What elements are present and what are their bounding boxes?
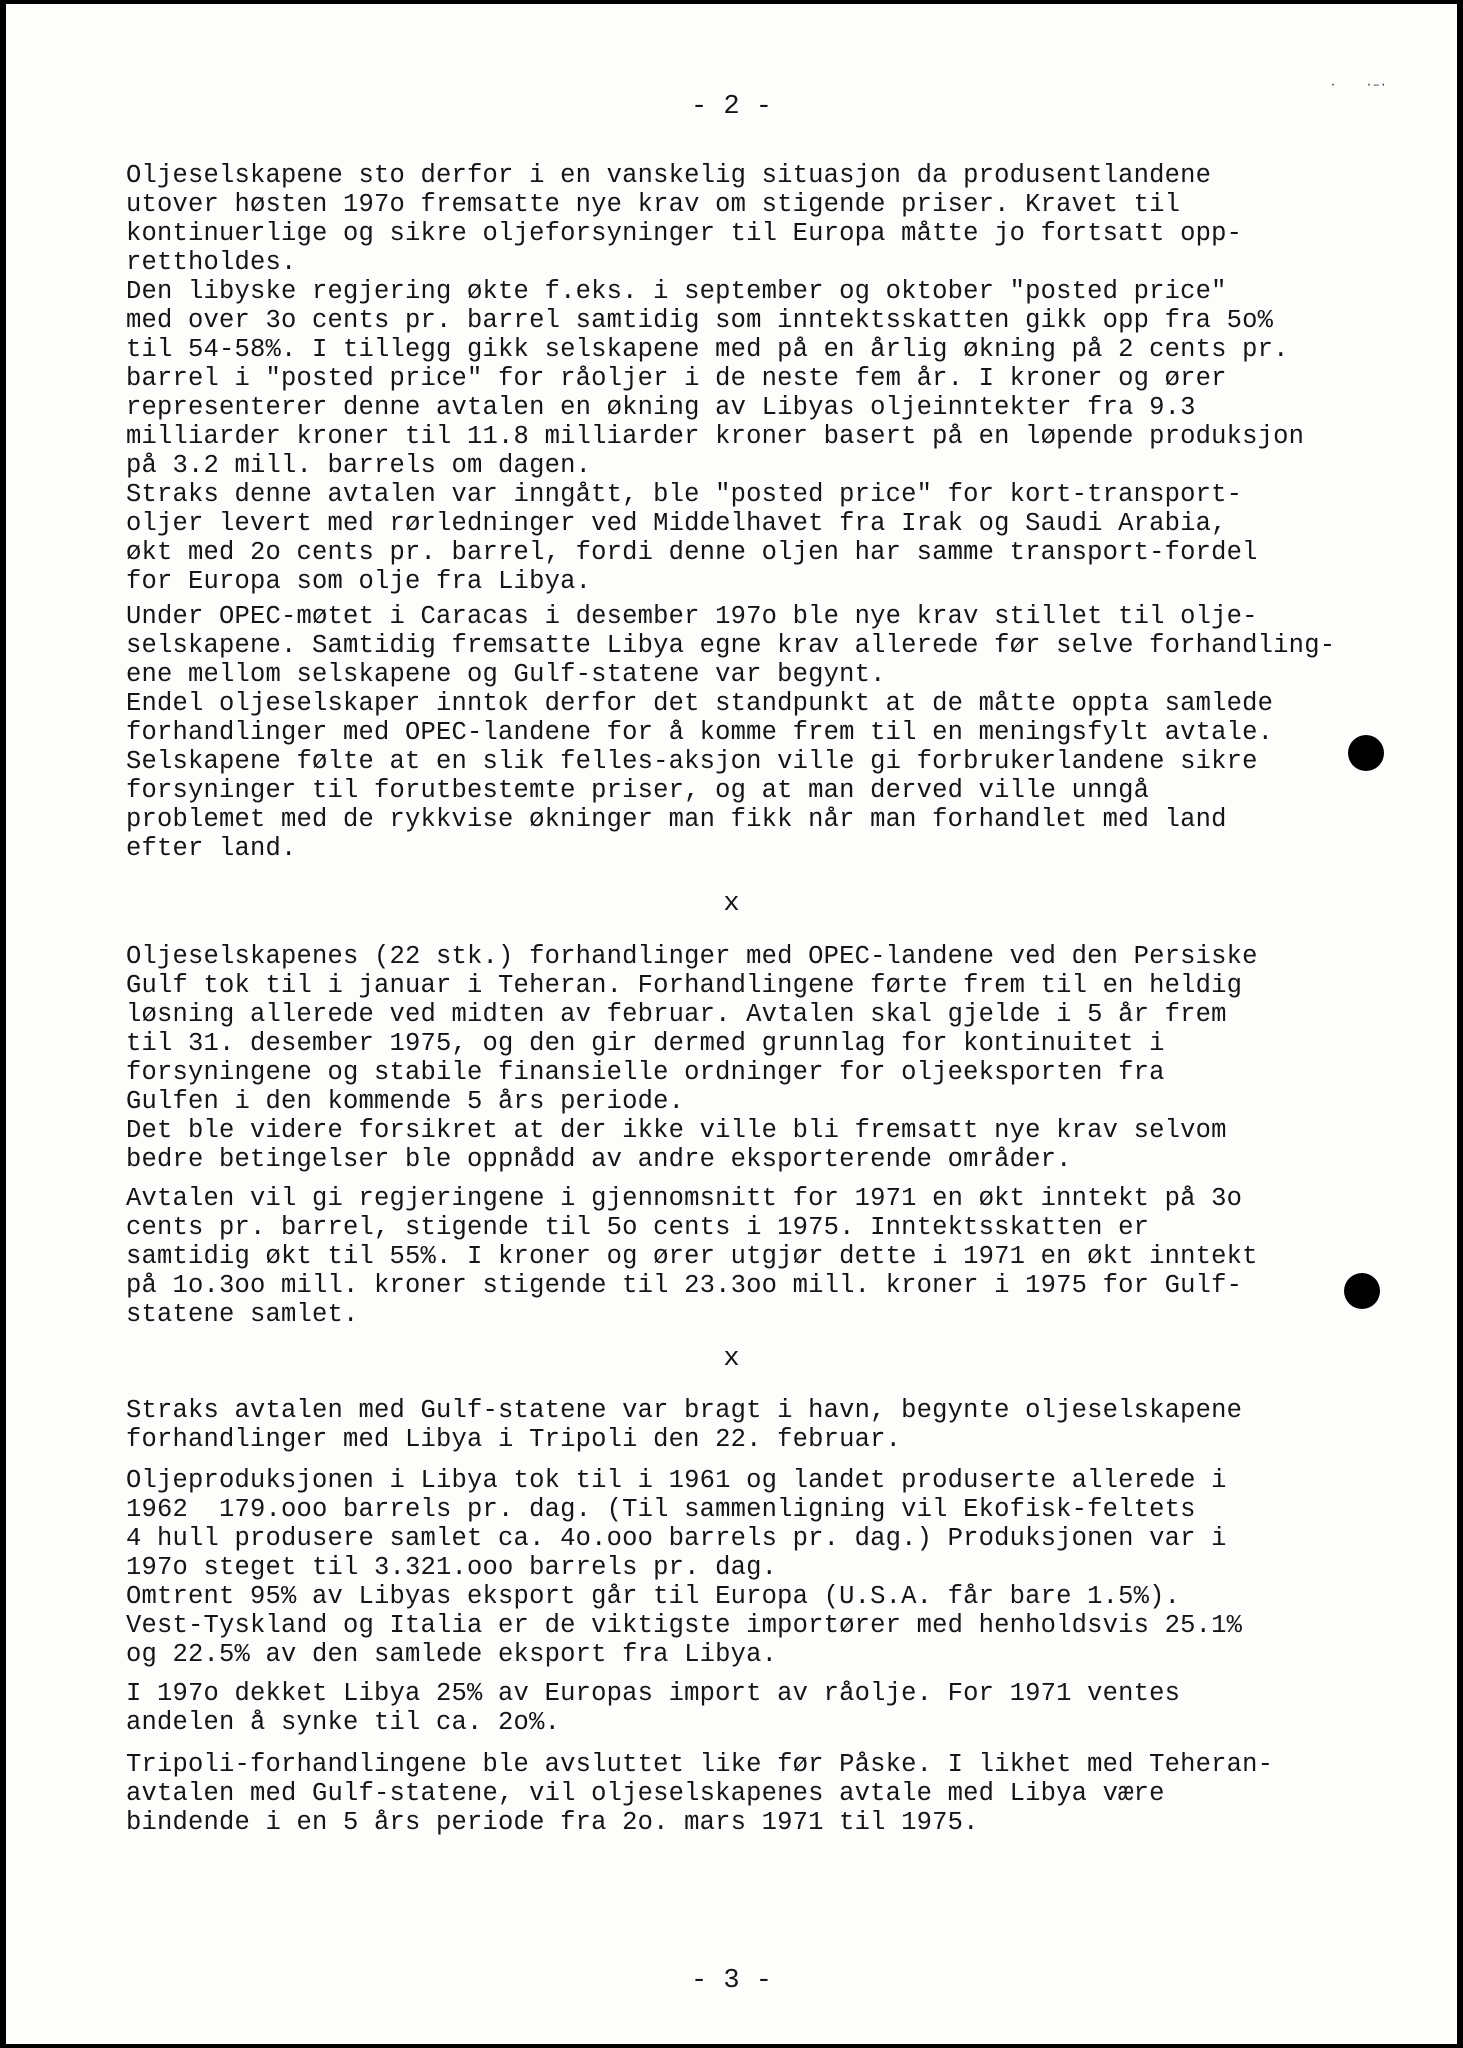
text-line: med over 3o cents pr. barrel samtidig som inntektsskatten gikk opp fra 5o% bbox=[126, 306, 1274, 335]
text-line: 197o steget til 3.321.ooo barrels pr. dag. bbox=[126, 1553, 778, 1582]
text-line: Tripoli-forhandlingene ble avsluttet like før Påske. I likhet med Teheran- bbox=[126, 1750, 1274, 1779]
text-line: barrel i "posted price" for råoljer i de neste fem år. I kroner og ører bbox=[126, 364, 1227, 393]
text-line: Endel oljeselskaper inntok derfor det standpunkt at de måtte oppta samlede bbox=[126, 689, 1274, 718]
paragraph-2 bbox=[126, 602, 1426, 863]
text-line: forsyninger til forutbestemte priser, og at man derved ville unngå bbox=[126, 776, 1150, 805]
text-line: Gulf tok til i januar i Teheran. Forhandlingene førte frem til en heldig bbox=[126, 971, 1243, 1000]
paragraph-8 bbox=[126, 1750, 1426, 1837]
text-line: rettholdes. bbox=[126, 248, 297, 277]
text-line: Omtrent 95% av Libyas eksport går til Europa (U.S.A. får bare 1.5%). bbox=[126, 1582, 1181, 1611]
text-line: efter land. bbox=[126, 834, 297, 863]
punch-hole-icon bbox=[1344, 1273, 1380, 1309]
text-line: forhandlinger med Libya i Tripoli den 22. februar. bbox=[126, 1425, 902, 1454]
text-line: og 22.5% av den samlede eksport fra Libya. bbox=[126, 1640, 778, 1669]
text-line: økt med 2o cents pr. barrel, fordi denne oljen har samme transport-fordel bbox=[126, 538, 1258, 567]
text-line: andelen å synke til ca. 2o%. bbox=[126, 1708, 561, 1737]
text-line: Oljeproduksjonen i Libya tok til i 1961 og landet produserte allerede i bbox=[126, 1466, 1227, 1495]
text-line: på 1o.3oo mill. kroner stigende til 23.3oo mill. kroner i 1975 for Gulf- bbox=[126, 1271, 1243, 1300]
text-line: cents pr. barrel, stigende til 5o cents i 1975. Inntektsskatten er bbox=[126, 1213, 1150, 1242]
text-line: statene samlet. bbox=[126, 1300, 359, 1329]
separator-mark: x bbox=[723, 889, 740, 919]
text-line: Oljeselskapene sto derfor i en vanskelig situasjon da produsentlandene bbox=[126, 161, 1212, 190]
text-line: Selskapene følte at en slik felles-aksjon ville gi forbrukerlandene sikre bbox=[126, 747, 1258, 776]
paragraph-5 bbox=[126, 1396, 1426, 1454]
text-line: Den libyske regjering økte f.eks. i september og oktober "posted price" bbox=[126, 277, 1227, 306]
text-line: til 31. desember 1975, og den gir dermed grunnlag for kontinuitet i bbox=[126, 1029, 1165, 1058]
text-line: Vest-Tyskland og Italia er de viktigste importører med henholdsvis 25.1% bbox=[126, 1611, 1243, 1640]
text-line: Avtalen vil gi regjeringene i gjennomsnitt for 1971 en økt inntekt på 3o bbox=[126, 1184, 1243, 1213]
text-line: I 197o dekket Libya 25% av Europas import av råolje. For 1971 ventes bbox=[126, 1679, 1181, 1708]
text-line: Det ble videre forsikret at der ikke ville bli fremsatt nye krav selvom bbox=[126, 1116, 1227, 1145]
text-line: Under OPEC-møtet i Caracas i desember 197o ble nye krav stillet til olje- bbox=[126, 602, 1258, 631]
separator-mark: x bbox=[723, 1344, 740, 1374]
text-line: problemet med de rykkvise økninger man fikk når man forhandlet med land bbox=[126, 805, 1227, 834]
text-line: 4 hull produsere samlet ca. 4o.ooo barrels pr. dag.) Produksjonen var i bbox=[126, 1524, 1227, 1553]
paragraph-4 bbox=[126, 1184, 1426, 1329]
text-line: oljer levert med rørledninger ved Middelhavet fra Irak og Saudi Arabia, bbox=[126, 509, 1227, 538]
page-number: - 2 - bbox=[690, 92, 772, 122]
text-line: løsning allerede ved midten av februar. Avtalen skal gjelde i 5 år frem bbox=[126, 1000, 1227, 1029]
text-line: kontinuerlige og sikre oljeforsyninger til Europa måtte jo fortsatt opp- bbox=[126, 219, 1243, 248]
text-line: representerer denne avtalen en økning av Libyas oljeinntekter fra 9.3 bbox=[126, 393, 1196, 422]
text-line: samtidig økt til 55%. I kroner og ører utgjør dette i 1971 en økt inntekt bbox=[126, 1242, 1258, 1271]
text-line: bedre betingelser ble oppnådd av andre eksporterende områder. bbox=[126, 1145, 1072, 1174]
text-line: bindende i en 5 års periode fra 2o. mars 1971 til 1975. bbox=[126, 1808, 979, 1837]
text-line: forsyningene og stabile finansielle ordninger for oljeeksporten fra bbox=[126, 1058, 1165, 1087]
paragraph-7 bbox=[126, 1679, 1426, 1737]
text-line: ene mellom selskapene og Gulf-statene var begynt. bbox=[126, 660, 886, 689]
document-page bbox=[6, 4, 1457, 2044]
text-line: til 54-58%. I tillegg gikk selskapene med på en årlig økning på 2 cents pr. bbox=[126, 335, 1289, 364]
text-line: milliarder kroner til 11.8 milliarder kroner basert på en løpende produksjon bbox=[126, 422, 1305, 451]
paragraph-1 bbox=[126, 161, 1426, 596]
text-line: Straks avtalen med Gulf-statene var bragt i havn, begynte oljeselskapene bbox=[126, 1396, 1243, 1425]
punch-hole-icon bbox=[1348, 735, 1384, 771]
text-line: Oljeselskapenes (22 stk.) forhandlinger med OPEC-landene ved den Persiske bbox=[126, 942, 1258, 971]
text-line: Straks denne avtalen var inngått, ble "posted price" for kort-transport- bbox=[126, 480, 1243, 509]
scan-specks: · ·–· bbox=[1329, 78, 1387, 92]
footer-page-number: - 3 - bbox=[690, 1966, 772, 1996]
text-line: avtalen med Gulf-statene, vil oljeselskapenes avtale med Libya være bbox=[126, 1779, 1165, 1808]
text-line: Gulfen i den kommende 5 års periode. bbox=[126, 1087, 685, 1116]
paragraph-6 bbox=[126, 1466, 1426, 1669]
text-line: for Europa som olje fra Libya. bbox=[126, 567, 592, 596]
text-line: selskapene. Samtidig fremsatte Libya egne krav allerede før selve forhandling- bbox=[126, 631, 1336, 660]
text-line: forhandlinger med OPEC-landene for å komme frem til en meningsfylt avtale. bbox=[126, 718, 1274, 747]
text-line: på 3.2 mill. barrels om dagen. bbox=[126, 451, 592, 480]
text-line: 1962 179.ooo barrels pr. dag. (Til sammenligning vil Ekofisk-feltets bbox=[126, 1495, 1196, 1524]
text-line: utover høsten 197o fremsatte nye krav om stigende priser. Kravet til bbox=[126, 190, 1181, 219]
paragraph-3 bbox=[126, 942, 1426, 1174]
